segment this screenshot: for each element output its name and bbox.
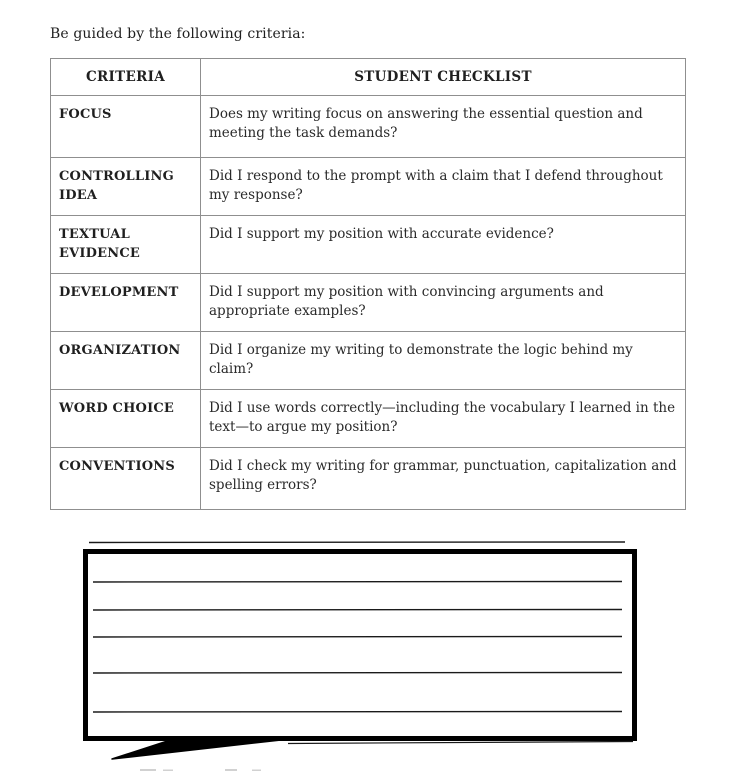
- table-row: [51, 216, 686, 274]
- checklist-cell-development: Did I support my position with convincing arguments and appropriate examples?: [201, 274, 686, 332]
- checklist-cell-textual-evidence: Did I support my position with accurate evidence?: [201, 216, 686, 274]
- speech-bubble-tail: [112, 739, 290, 759]
- criteria-cell-development: DEVELOPMENT: [51, 274, 201, 332]
- checklist-cell-conventions: Did I check my writing for grammar, punctuation, capitalization and spelling errors?: [201, 448, 686, 510]
- answer-line: [93, 712, 622, 713]
- table-row: [51, 96, 686, 158]
- criteria-cell-focus: FOCUS: [51, 96, 201, 158]
- table-row: [51, 274, 686, 332]
- answer-writing-area: [0, 530, 734, 773]
- answer-line: [93, 637, 622, 638]
- answer-line: [93, 673, 622, 674]
- criteria-cell-controlling-idea: CONTROLLING IDEA: [51, 158, 201, 216]
- criteria-table: [50, 58, 686, 510]
- answer-line: [93, 582, 622, 583]
- criteria-cell-word-choice: WORD CHOICE: [51, 390, 201, 448]
- table-row: [51, 332, 686, 390]
- checklist-cell-word-choice: Did I use words correctly—including the vocabulary I learned in the text—to argue my position?: [201, 390, 686, 448]
- bubble-edge-shadow: [288, 742, 633, 744]
- speech-bubble-box: [86, 552, 635, 739]
- criteria-cell-textual-evidence: TEXTUAL EVIDENCE: [51, 216, 201, 274]
- criteria-cell-organization: ORGANIZATION: [51, 332, 201, 390]
- answer-line: [89, 542, 625, 543]
- table-row: [51, 448, 686, 510]
- speech-bubble-graphic: [0, 530, 734, 773]
- checklist-cell-focus: Does my writing focus on answering the essential question and meeting the task demands?: [201, 96, 686, 158]
- table-row: [51, 158, 686, 216]
- table-header-row: [51, 59, 686, 96]
- checklist-cell-controlling-idea: Did I respond to the prompt with a claim that I defend throughout my response?: [201, 158, 686, 216]
- checklist-cell-organization: Did I organize my writing to demonstrate the logic behind my claim?: [201, 332, 686, 390]
- checklist-column-header: STUDENT CHECKLIST: [201, 59, 686, 96]
- table-row: [51, 390, 686, 448]
- answer-line: [93, 610, 622, 611]
- cutoff-text-remnant: [140, 769, 261, 771]
- criteria-cell-conventions: CONVENTIONS: [51, 448, 201, 510]
- criteria-column-header: CRITERIA: [51, 59, 201, 96]
- intro-text: Be guided by the following criteria:: [50, 26, 306, 42]
